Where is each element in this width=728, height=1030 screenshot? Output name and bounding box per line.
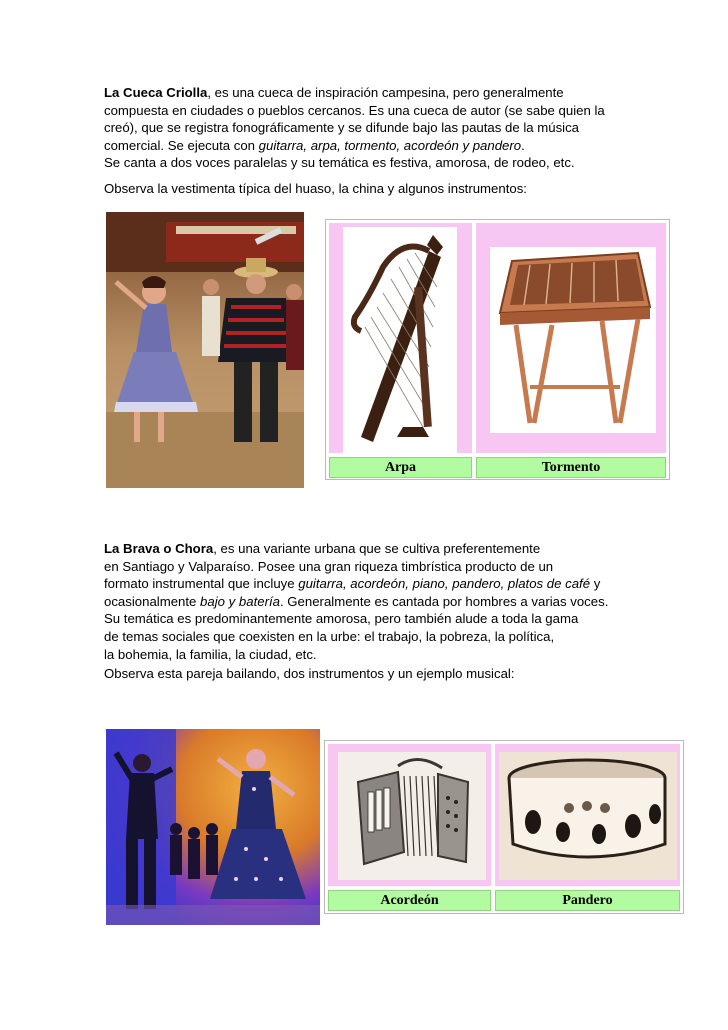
brava-chora-title: La Brava o Chora	[104, 541, 214, 556]
accordion-cell	[328, 744, 491, 886]
brava-chora-paragraph: La Brava o Chora, es una variante urbana que se cultiva preferentemente en Santiago y Valparaíso. Posee una gran riqueza timbrística producto de un formato instrumental que incluye guitarra, acordeón, piano, pandero, platos de café y ocasionalmente bajo y batería. Generalmente es cantada por hombres a varias voces. Su temática es predominantemente amorosa, pero también alude a toda la gama de temas sociales que coexisten en la urbe: el trabajo, la pobreza, la política, la bohemia, la familia, la ciudad, etc.	[104, 541, 609, 662]
observe-line-1: Observa la vestimenta típica del huaso, la china y algunos instrumentos:	[104, 181, 527, 196]
tormento-caption: Tormento	[476, 457, 666, 478]
accordion-image	[338, 752, 486, 880]
harp-cell	[329, 223, 472, 453]
tormento-image	[490, 247, 656, 433]
cueca-criolla-paragraph: La Cueca Criolla, es una cueca de inspiración campesina, pero generalmente compuesta en ciudades o pueblos cercanos. Es una cueca de autor (se sabe quien la creó), que se registra fonográficamente y se difunde bajo las pautas de la música comercial. Se ejecuta con guitarra, arpa, tormento, acordeón y pandero. Se canta a dos voces paralelas y su temática es festiva, amorosa, de rodeo, etc.	[104, 85, 605, 171]
cueca-criolla-title: La Cueca Criolla	[104, 85, 208, 100]
pandero-image	[499, 752, 677, 880]
harp-image	[343, 227, 457, 453]
arpa-caption: Arpa	[329, 457, 472, 478]
tormento-cell	[476, 223, 666, 453]
observe-line-2: Observa esta pareja bailando, dos instrumentos y un ejemplo musical:	[104, 666, 515, 681]
pandero-cell	[495, 744, 680, 886]
instruments-table-2	[324, 740, 684, 914]
instruments-table-1	[325, 219, 670, 480]
cueca-dancers-photo	[106, 212, 304, 488]
pandero-caption: Pandero	[495, 890, 680, 911]
brava-dancers-photo	[106, 729, 320, 925]
acordeon-caption: Acordeón	[328, 890, 491, 911]
